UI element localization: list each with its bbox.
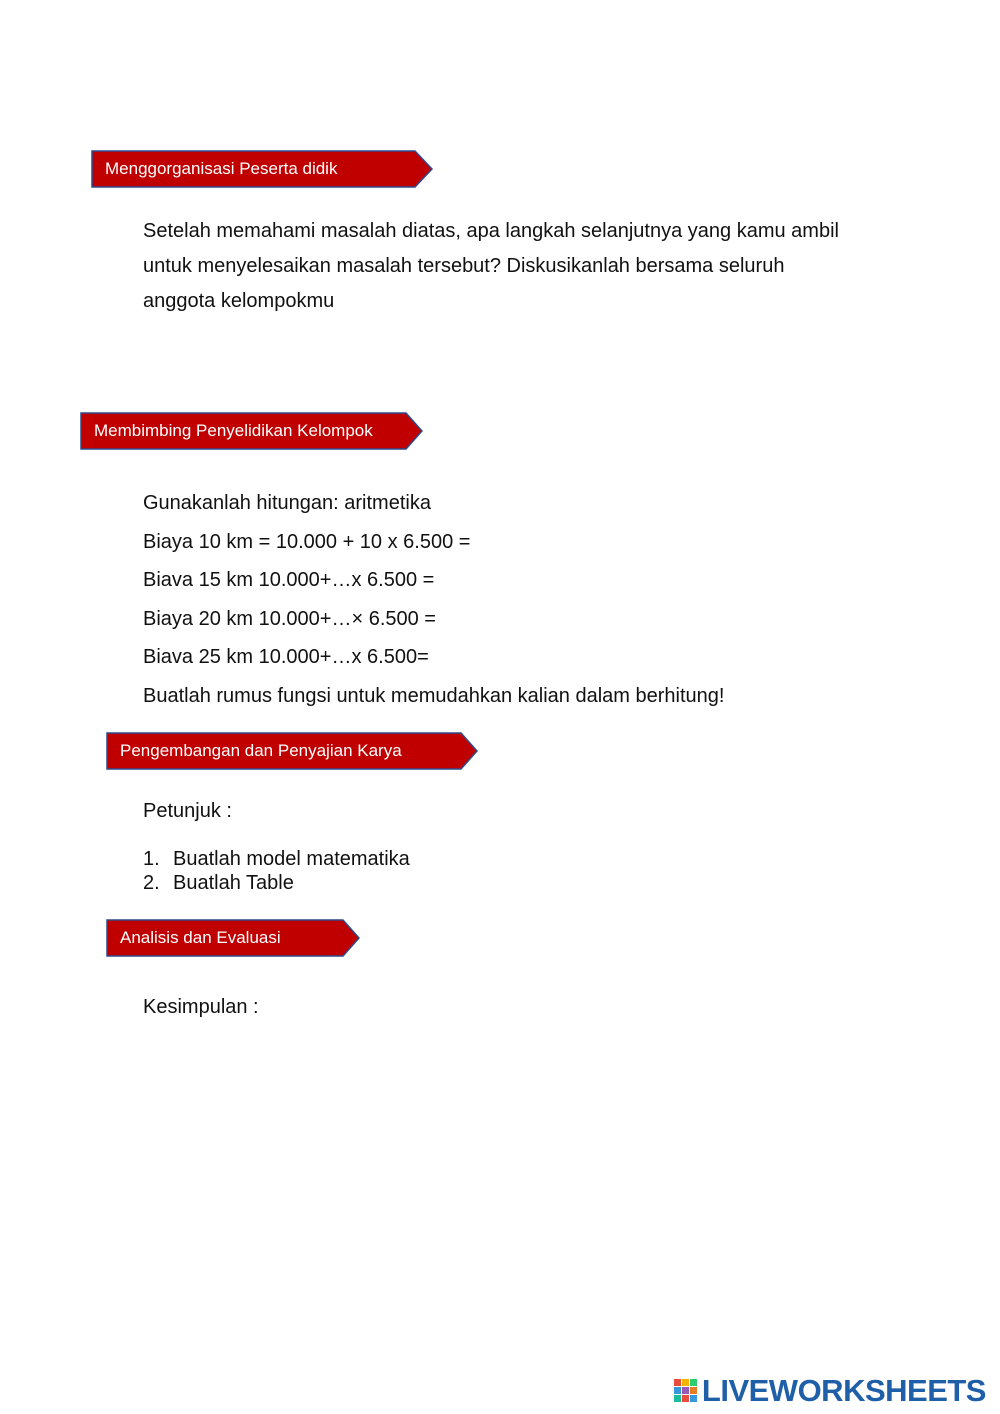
instruction-line: Buatlah rumus fungsi untuk memudahkan kalian dalam berhitung! <box>143 685 725 707</box>
instructions-label: Petunjuk : <box>143 800 232 822</box>
section-banner-organizing <box>91 150 434 188</box>
list-number: 2. <box>143 872 160 894</box>
calculation-line: Biaya 20 km 10.000+…× 6.500 = <box>143 608 436 630</box>
calculation-line: Biaya 10 km = 10.000 + 10 x 6.500 = <box>143 531 471 553</box>
section-title: Analisis dan Evaluasi <box>120 928 281 947</box>
list-number: 1. <box>143 848 160 870</box>
list-text: Buatlah Table <box>173 872 294 894</box>
instruction-line: Gunakanlah hitungan: aritmetika <box>143 492 431 514</box>
brand-wordmark: LIVEWORKSHEETS <box>701 1373 986 1408</box>
liveworksheets-logo-icon <box>674 1379 698 1403</box>
section-banner-development <box>106 732 479 770</box>
section-title: Membimbing Penyelidikan Kelompok <box>94 421 373 440</box>
section-title: Pengembangan dan Penyajian Karya <box>120 741 402 760</box>
section-title: Menggorganisasi Peserta didik <box>105 159 338 178</box>
list-item <box>143 871 294 895</box>
list-text: Buatlah model matematika <box>173 848 410 870</box>
liveworksheets-brand <box>674 1374 986 1408</box>
conclusion-label: Kesimpulan : <box>143 996 259 1018</box>
list-item <box>143 847 410 871</box>
section-paragraph: Setelah memahami masalah diatas, apa langkah selanjutnya yang kamu ambil untuk menyelesaikan masalah tersebut? Diskusikanlah bersama seluruh anggota kelompokmu <box>143 220 839 312</box>
calculation-line: Biava 25 km 10.000+…x 6.500= <box>143 646 429 668</box>
calculation-line: Biava 15 km 10.000+…x 6.500 = <box>143 569 435 591</box>
section-banner-investigation <box>80 412 424 450</box>
section-banner-analysis <box>106 919 361 957</box>
